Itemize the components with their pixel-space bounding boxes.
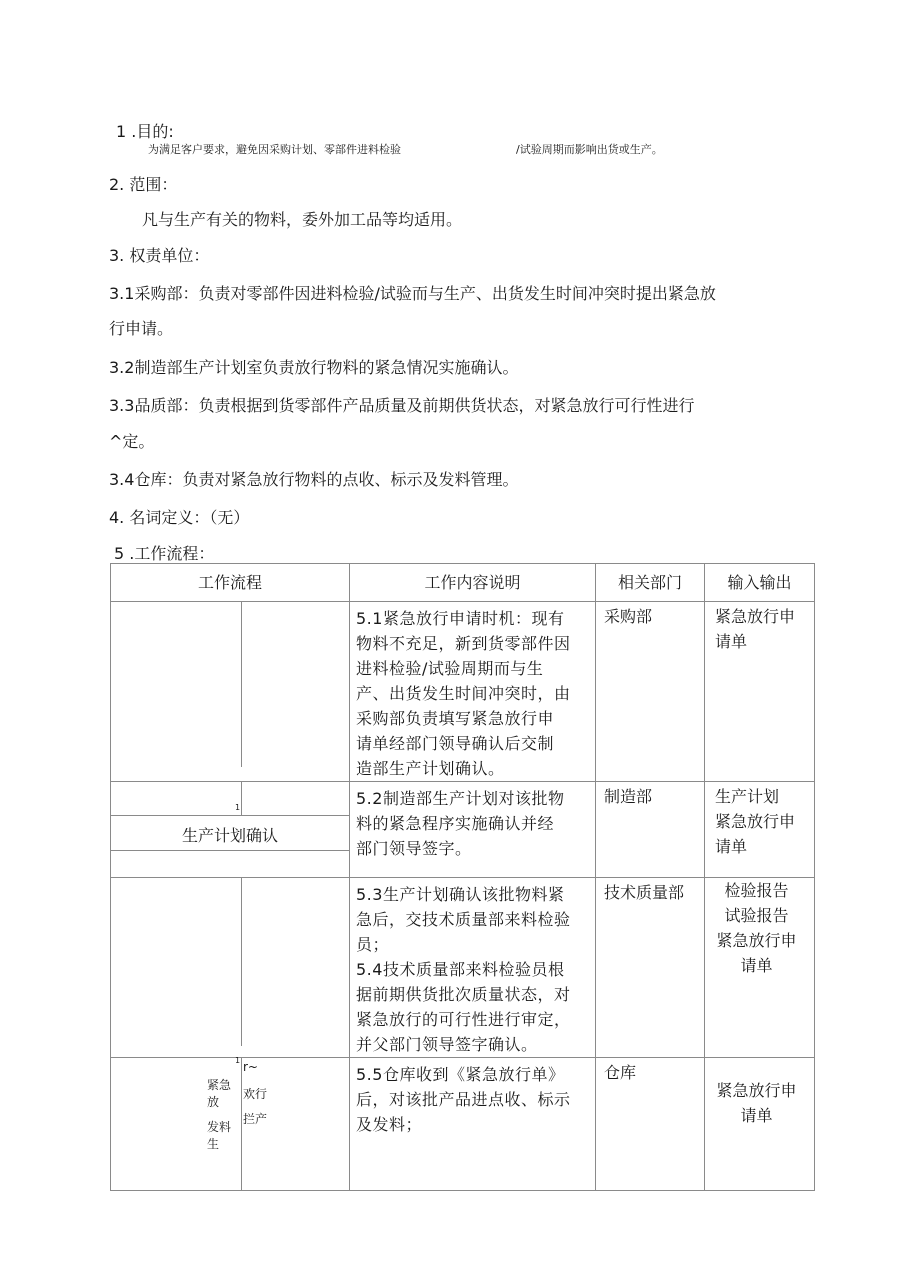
flow-box-production-plan-confirm: 生产计划确认 [181,826,278,845]
table-row [111,782,815,878]
section-3-1-line2: 行申请。 [109,319,174,338]
dept-cell: 技术质量部 [596,878,705,1058]
section-3-1-line1: 3.1采购部：负责对零部件因进料检验/试验而与生产、出货发生时间冲突时提出紧急放 [109,284,716,303]
flow-mark: 1 [235,1056,241,1065]
desc-line: 造部生产计划确认。 [356,759,505,778]
io-cell [705,878,815,1058]
section-4-heading: 4. 名词定义：（无） [109,508,250,527]
table-row [111,1058,815,1191]
header-department: 相关部门 [596,564,705,602]
section-2-heading: 2. 范围： [109,175,178,194]
desc-line: 后，对该批产品进点收、标示 [356,1090,571,1109]
header-flow: 工作流程 [111,564,350,602]
section-3-3-line2: ^定。 [109,432,155,451]
section-3-2: 3.2制造部生产计划室负责放行物料的紧急情况实施确认。 [109,358,519,377]
desc-cell [350,602,596,782]
io-line: 请单 [715,632,748,651]
header-io: 输入输出 [705,564,815,602]
flow-left-text: 放 [207,1095,220,1109]
desc-line: 采购部负责填写紧急放行申 [356,709,555,728]
dept-cell: 制造部 [596,782,705,878]
section-3-4: 3.4仓库：负责对紧急放行物料的点收、标示及发料管理。 [109,470,519,489]
workflow-table [110,563,815,1191]
flow-cell [111,1058,350,1191]
desc-line: 5.4技术质量部来料检验员根 [356,960,565,979]
flow-left-text: 发料 [207,1120,232,1134]
desc-cell [350,1058,596,1191]
io-line: 生产计划 [715,787,780,806]
section-3-3-line1: 3.3品质部：负责根据到货零部件产品质量及前期供货状态，对紧急放行可行性进行 [109,396,695,415]
section-3-heading: 3. 权责单位： [109,246,210,265]
section-1-text-b: /试验周期而影响出货或生产。 [516,143,663,156]
io-line: 检验报告 [724,881,789,900]
desc-line: 料的紧急程序实施确认并经 [356,814,555,833]
desc-line: 据前期供货批次质量状态，对 [356,985,571,1004]
flow-cell [111,602,350,782]
dept-cell: 仓库 [596,1058,705,1191]
desc-line: 进料检验/试验周期而与生 [356,659,544,678]
flow-cell [111,782,350,878]
io-cell [705,782,815,878]
io-line: 紧急放行申 [715,812,796,831]
io-line: 试验报告 [724,906,789,925]
flow-left-text: 紧急 [207,1078,232,1092]
section-2-text: 凡与生产有关的物料，委外加工品等均适用。 [142,210,463,229]
flow-left-text: 生 [207,1137,220,1151]
io-line: 紧急放行申 [715,607,796,626]
desc-line: 急后，交技术质量部来料检验 [356,910,571,929]
section-1-text-a: 为满足客户要求，避免因采购计划、零部件进料检验 [148,143,401,156]
io-line: 请单 [715,837,748,856]
desc-line: 员； [356,935,390,954]
desc-cell [350,782,596,878]
dept-cell: 采购部 [596,602,705,782]
desc-line: 紧急放行的可行性进行审定， [356,1010,571,1029]
io-line: 请单 [740,956,773,975]
table-row [111,878,815,1058]
table-header-row [111,564,815,602]
desc-line: 5.3生产计划确认该批物料紧 [356,885,565,904]
io-cell [705,602,815,782]
flow-mark: 1 [235,803,241,812]
desc-line: 物料不充足，新到货零部件因 [356,634,571,653]
desc-line: 部门领导签字。 [356,839,472,858]
header-content: 工作内容说明 [350,564,596,602]
desc-cell [350,878,596,1058]
desc-line: 产、出货发生时间冲突时，由 [356,684,571,703]
desc-line: 5.2制造部生产计划对该批物 [356,789,565,808]
section-5-heading: 5 .工作流程： [114,544,215,563]
io-line: 请单 [740,1106,773,1125]
desc-line: 及发料； [356,1115,423,1134]
desc-line: 5.1紧急放行申请时机：现有 [356,609,565,628]
flow-right-text: 欢行 [243,1087,268,1101]
section-1-heading: 1 .目的: [116,122,174,141]
flow-right-text: 拦产 [243,1112,268,1126]
table-row [111,602,815,782]
desc-line: 5.5仓库收到《紧急放行单》 [356,1065,565,1084]
desc-line: 请单经部门领导确认后交制 [356,734,555,753]
io-line: 紧急放行申 [716,931,797,950]
io-line: 紧急放行申 [716,1081,797,1100]
desc-line: 并父部门领导签字确认。 [356,1035,538,1054]
flow-right-text: r~ [243,1060,258,1074]
flow-cell [111,878,350,1058]
io-cell [705,1058,815,1191]
